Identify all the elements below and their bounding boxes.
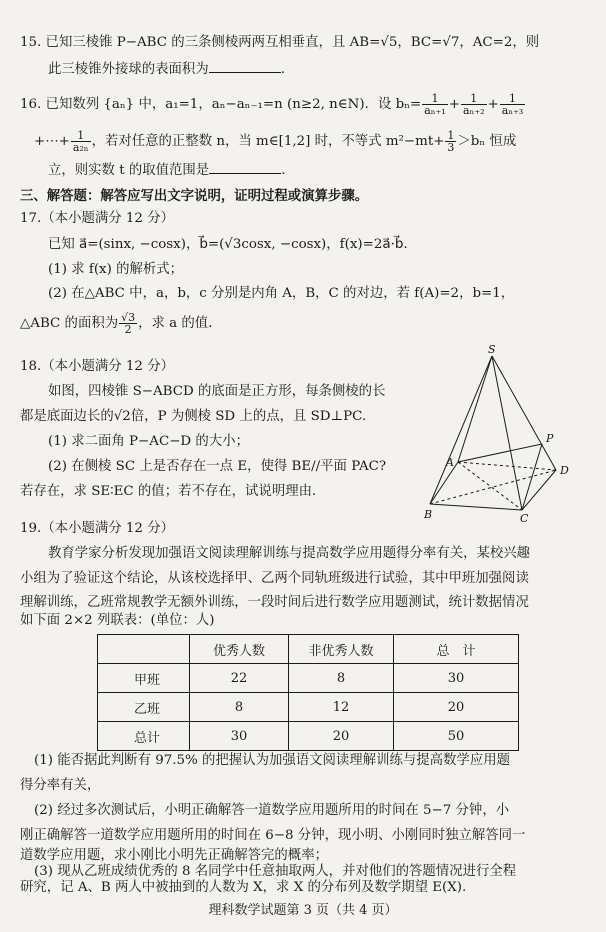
table-row [98, 664, 519, 693]
table-cell: 30 [394, 664, 519, 693]
q15-answer-blank [209, 60, 281, 73]
edge-sb [430, 356, 492, 504]
edge-pc [522, 444, 542, 510]
q19-title: 19.（本小题满分 12 分） [20, 521, 174, 536]
q16-line3: 立，则实数 t 的取值范围是 . [48, 163, 286, 178]
q19-sub1-line1: (1) 能否据此判断有 97.5% 的把握认为加强语文阅读理解训练与提高数学应用题 [34, 753, 510, 768]
bleed-through-text [300, 152, 304, 166]
edge-ap [458, 444, 542, 462]
q16-line3-text: 立，则实数 t 的取值范围是 [48, 163, 210, 178]
q19-sub2-line1: (2) 经过多次测试后，小明正确解答一道数学应用题所用的时间在 5−7 分钟，小 [34, 803, 510, 818]
edge-bc [430, 504, 522, 510]
q15-line2: 此三棱锥外接球的表面积为 . [48, 62, 285, 77]
table-cell: 8 [289, 664, 394, 693]
contingency-table [97, 634, 519, 751]
q19-p2: 小组为了验证这个结论，从该校选择甲、乙两个同轨班级进行试验，其中甲班加强阅读 [20, 571, 529, 586]
table-cell: 20 [289, 722, 394, 751]
pyramid-figure [424, 344, 574, 522]
q19-sub2-line3: 道数学应用题，求小刚比小明先正确解答完的概率； [20, 848, 328, 863]
q19-p4: 如下面 2×2 列联表：(单位：人) [20, 613, 215, 628]
q15-line2-text: 此三棱锥外接球的表面积为 [48, 62, 209, 77]
table-cell [98, 635, 190, 664]
q18-line2: 都是底面边长的√2倍，P 为侧棱 SD 上的点，且 SD⊥PC. [20, 409, 367, 424]
q16-fraction-1: $\frac{1}{\text{aₙ₊₁}}$ [424, 92, 446, 117]
q16-line2: +⋯+ $\frac{1}{\text{a₂ₙ}}$ ，若对任意的正整数 n，当 m∈[1,2] 时，不等式 m²−mt+ $\frac{1}{3}$ ＞bₙ 恒成 [34, 129, 517, 154]
table-header-cell: 非优秀人数 [289, 635, 394, 664]
table-cell: 50 [394, 722, 519, 751]
label-a: A [446, 456, 454, 469]
q18-title: 18.（本小题满分 12 分） [20, 359, 174, 374]
table-row [98, 693, 519, 722]
q17-line4: △ABC 的面积为 $\frac{√3}{2}$ ，求 a 的值． [20, 311, 222, 336]
q19-sub3-line1-visible: (3) 现从乙班成绩优秀的 8 名同学中任意抽取两人，并对他们的答题情况进行全程 [34, 864, 517, 879]
q19-p1: 教育学家分析发现加强语文阅读理解训练与提高数学应用题得分率有关，某校兴趣 [48, 546, 531, 561]
q16-line1: 16. 已知数列 {aₙ} 中，a₁=1，aₙ−aₙ₋₁=n (n≥2, n∈N)．设 bₙ= $\frac{1}{\text{aₙ₊₁}}$ + $\frac{1}{\text{aₙ₊₂}}$ + $\frac{1}{\text{aₙ₊₃}}$ [20, 92, 524, 117]
edge-sc [492, 356, 522, 510]
table-header-cell: 优秀人数 [190, 635, 289, 664]
table-row [98, 722, 519, 751]
q16-line1-text: 16. 已知数列 {aₙ} 中，a₁=1，aₙ−aₙ₋₁=n (n≥2, n∈N)．设 bₙ= [20, 97, 422, 112]
table-cell: 总计 [98, 722, 190, 751]
q18-line4: (2) 在侧棱 SC 上是否存在一点 E，使得 BE//平面 PAC? [48, 459, 387, 474]
table-cell: 甲班 [98, 664, 190, 693]
q17-title: 17.（本小题满分 12 分） [20, 211, 174, 226]
q16-fraction-2: $\frac{1}{\text{aₙ₊₂}}$ [463, 92, 485, 117]
q17-fraction: $\frac{√3}{2}$ [121, 311, 136, 336]
section-3-heading: 三、解答题：解答应写出文字说明，证明过程或演算步骤。 [20, 188, 369, 204]
q18-line3: (1) 求二面角 P−AC−D 的大小； [48, 434, 249, 449]
q16-fraction-3: $\frac{1}{\text{aₙ₊₃}}$ [501, 92, 524, 117]
table-cell: 30 [190, 722, 289, 751]
table-cell: 8 [190, 693, 289, 722]
q16-answer-blank [209, 161, 281, 174]
q19-sub3-line2: 研究，记 A、B 两人中被抽到的人数为 X，求 X 的分布列及数学期望 E(X). [20, 880, 467, 895]
page-footer: 理科数学试题第 3 页（共 4 页） [208, 903, 398, 918]
q18-line1: 如图，四棱锥 S−ABCD 的底面是正方形，每条侧棱的长 [48, 384, 386, 399]
table-cell: 12 [289, 693, 394, 722]
q19-sub2-line2: 刚正确解答一道数学应用题所用的时间在 6−8 分钟，现小明、小刚同时独立解答同一 [20, 828, 526, 843]
table-cell: 22 [190, 664, 289, 693]
label-d: D [560, 464, 569, 477]
q16-fraction-5: $\frac{1}{3}$ [447, 129, 455, 154]
q17-line1: 已知 a⃗=(sinx, −cosx)，b⃗=(√3cosx, −cosx)，f(x)=2a⃗·b⃗. [48, 237, 408, 252]
q17-line3: (2) 在△ABC 中，a，b，c 分别是内角 A，B，C 的对边，若 f(A)=2，b=1， [48, 286, 515, 301]
q17-line2: (1) 求 f(x) 的解析式； [48, 262, 184, 277]
table-header-cell: 总 计 [394, 635, 519, 664]
table-header-row [98, 635, 519, 664]
edge-cd [522, 470, 556, 510]
q16-fraction-4: $\frac{1}{\text{a₂ₙ}}$ [72, 129, 89, 154]
q18-line5: 若存在，求 SE∶EC 的值；若不存在，试说明理由． [20, 484, 326, 499]
edge-sa [458, 356, 492, 462]
table-cell: 20 [394, 693, 519, 722]
q16-line2-text: ，若对任意的正整数 n，当 m∈[1,2] 时，不等式 m²−mt+ [91, 134, 445, 149]
edge-ac [458, 462, 522, 510]
q15-line1: 15. 已知三棱锥 P−ABC 的三条侧棱两两互相垂直，且 AB=√5，BC=√7，AC=2，则 [20, 35, 540, 50]
label-p: P [546, 432, 554, 445]
edge-ad [458, 462, 556, 470]
q19-sub1-line2: 得分率有关， [20, 778, 101, 793]
label-b: B [424, 508, 433, 521]
table-cell: 乙班 [98, 693, 190, 722]
label-c: C [520, 512, 529, 522]
q19-p3: 理解训练，乙班常规教学无额外训练，一段时间后进行数学应用题测试，统计数据情况 [20, 595, 529, 610]
label-s: S [488, 344, 496, 356]
